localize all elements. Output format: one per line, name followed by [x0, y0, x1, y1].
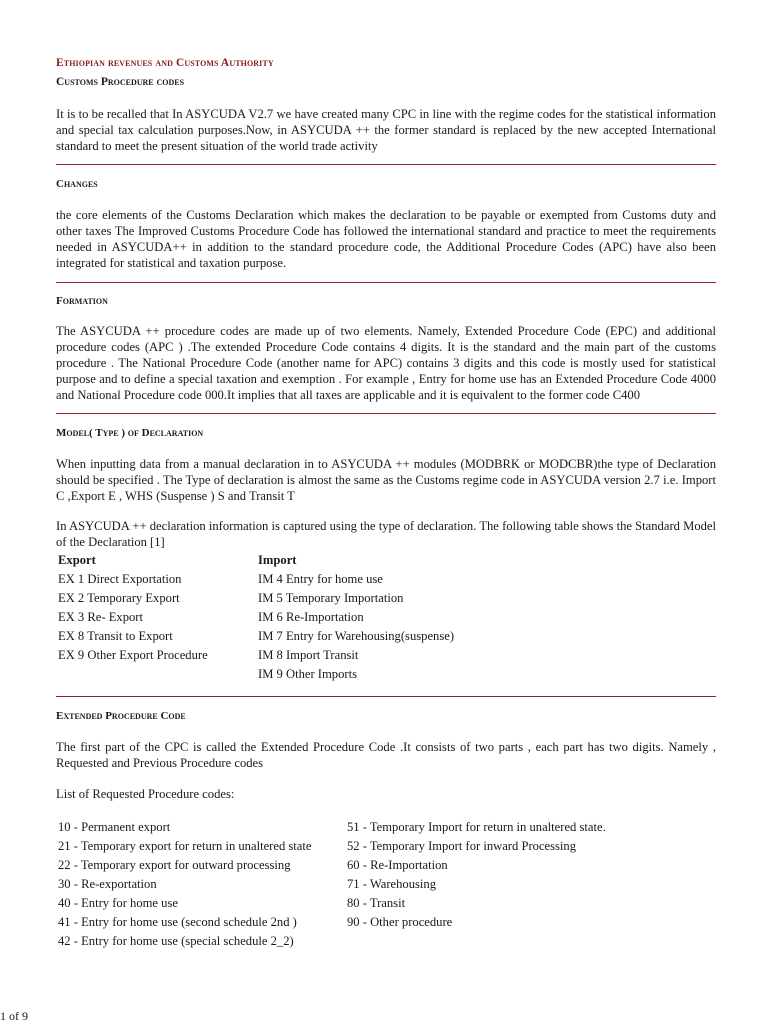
code-item: 80 - Transit — [347, 896, 406, 910]
document-subtitle: Customs Procedure codes — [56, 76, 185, 88]
model-heading: Model( Type ) of Declaration — [56, 427, 204, 439]
section-divider — [56, 413, 716, 414]
code-item: 52 - Temporary Import for inward Processing — [347, 839, 577, 853]
intro-paragraph: It is to be recalled that In ASYCUDA V2.7 we have created many CPC in line with the regime codes for the statistical information and special tax calculation purposes.Now, in ASYCUDA ++ the former standard is replaced by the new accepted International standard to meet the present situation of the world trade activity — [56, 107, 716, 153]
model-paragraph-1: When inputting data from a manual declaration in to ASYCUDA ++ modules (MODBRK or MODCBR)the type of Declaration should be specified . The Type of declaration is almost the same as the Customs regime code in ASYCUDA version 2.7 i.e. Import C ,Export E , WHS (Suspense ) S and Transit T — [56, 457, 716, 503]
code-item: 10 - Permanent export — [58, 820, 171, 834]
export-header: Export — [58, 553, 96, 567]
epc-heading: Extended Procedure Code — [56, 710, 186, 722]
export-item: EX 2 Temporary Export — [58, 591, 180, 605]
import-item: IM 6 Re-Importation — [258, 610, 364, 624]
epc-list-title: List of Requested Procedure codes: — [56, 787, 235, 801]
export-item: EX 8 Transit to Export — [58, 629, 173, 643]
export-item: EX 3 Re- Export — [58, 610, 143, 624]
import-item: IM 5 Temporary Importation — [258, 591, 404, 605]
code-item: 42 - Entry for home use (special schedule 2_2) — [58, 934, 294, 948]
code-item: 71 - Warehousing — [347, 877, 436, 891]
formation-paragraph: The ASYCUDA ++ procedure codes are made up of two elements. Namely, Extended Procedure Code (EPC) and additional procedure codes (APC ) .The extended Procedure Code contains 4 digits. It is the standard and the main part of the customs procedure . The National Procedure Code (another name for APC) contains 3 digits and this code is mostly used for statistical purpose and to define a special taxation and exemption . For example , Entry for home use has an Extended Procedure Code 4000 and National Procedure code 000.It implies that all taxes are applicable and it is equivalent to the former code C400 — [56, 324, 716, 402]
organization-title: Ethiopian revenues and Customs Authority — [56, 57, 274, 69]
code-item: 41 - Entry for home use (second schedule 2nd ) — [58, 915, 297, 929]
code-item: 60 - Re-Importation — [347, 858, 448, 872]
code-item: 51 - Temporary Import for return in unaltered state. — [347, 820, 606, 834]
epc-paragraph: The first part of the CPC is called the Extended Procedure Code .It consists of two parts , each part has two digits. Namely , Requested and Previous Procedure codes — [56, 740, 716, 770]
import-item: IM 4 Entry for home use — [258, 572, 383, 586]
import-column — [258, 551, 454, 684]
code-item: 90 - Other procedure — [347, 915, 453, 929]
code-item: 30 - Re-exportation — [58, 877, 157, 891]
model-paragraph-2: In ASYCUDA ++ declaration information is captured using the type of declaration. The following table shows the Standard Model of the Declaration [1] — [56, 519, 716, 549]
code-item: 22 - Temporary export for outward processing — [58, 858, 291, 872]
page-number: 1 of 9 — [0, 1009, 28, 1023]
import-item: IM 7 Entry for Warehousing(suspense) — [258, 629, 455, 643]
export-item: EX 1 Direct Exportation — [58, 572, 182, 586]
codes-left-column — [58, 818, 311, 951]
code-item: 40 - Entry for home use — [58, 896, 178, 910]
changes-heading: Changes — [56, 178, 98, 190]
export-column — [58, 551, 208, 665]
code-item: 21 - Temporary export for return in unaltered state — [58, 839, 312, 853]
import-item: IM 9 Other Imports — [258, 667, 357, 681]
codes-right-column — [347, 818, 606, 932]
import-header: Import — [258, 553, 297, 567]
changes-paragraph: the core elements of the Customs Declaration which makes the declaration to be payable or exempted from Customs duty and other taxes The Improved Customs Procedure Code has followed the international standard and practice to meet the requirements needed in ASYCUDA++ in addition to the standard procedure code, the Additional Procedure Codes (APC) have also been integrated for statistical and taxation purpose. — [56, 208, 716, 270]
section-divider — [56, 282, 716, 283]
section-divider — [56, 696, 716, 697]
import-item: IM 8 Import Transit — [258, 648, 359, 662]
formation-heading: Formation — [56, 295, 108, 307]
export-item: EX 9 Other Export Procedure — [58, 648, 208, 662]
section-divider — [56, 164, 716, 165]
